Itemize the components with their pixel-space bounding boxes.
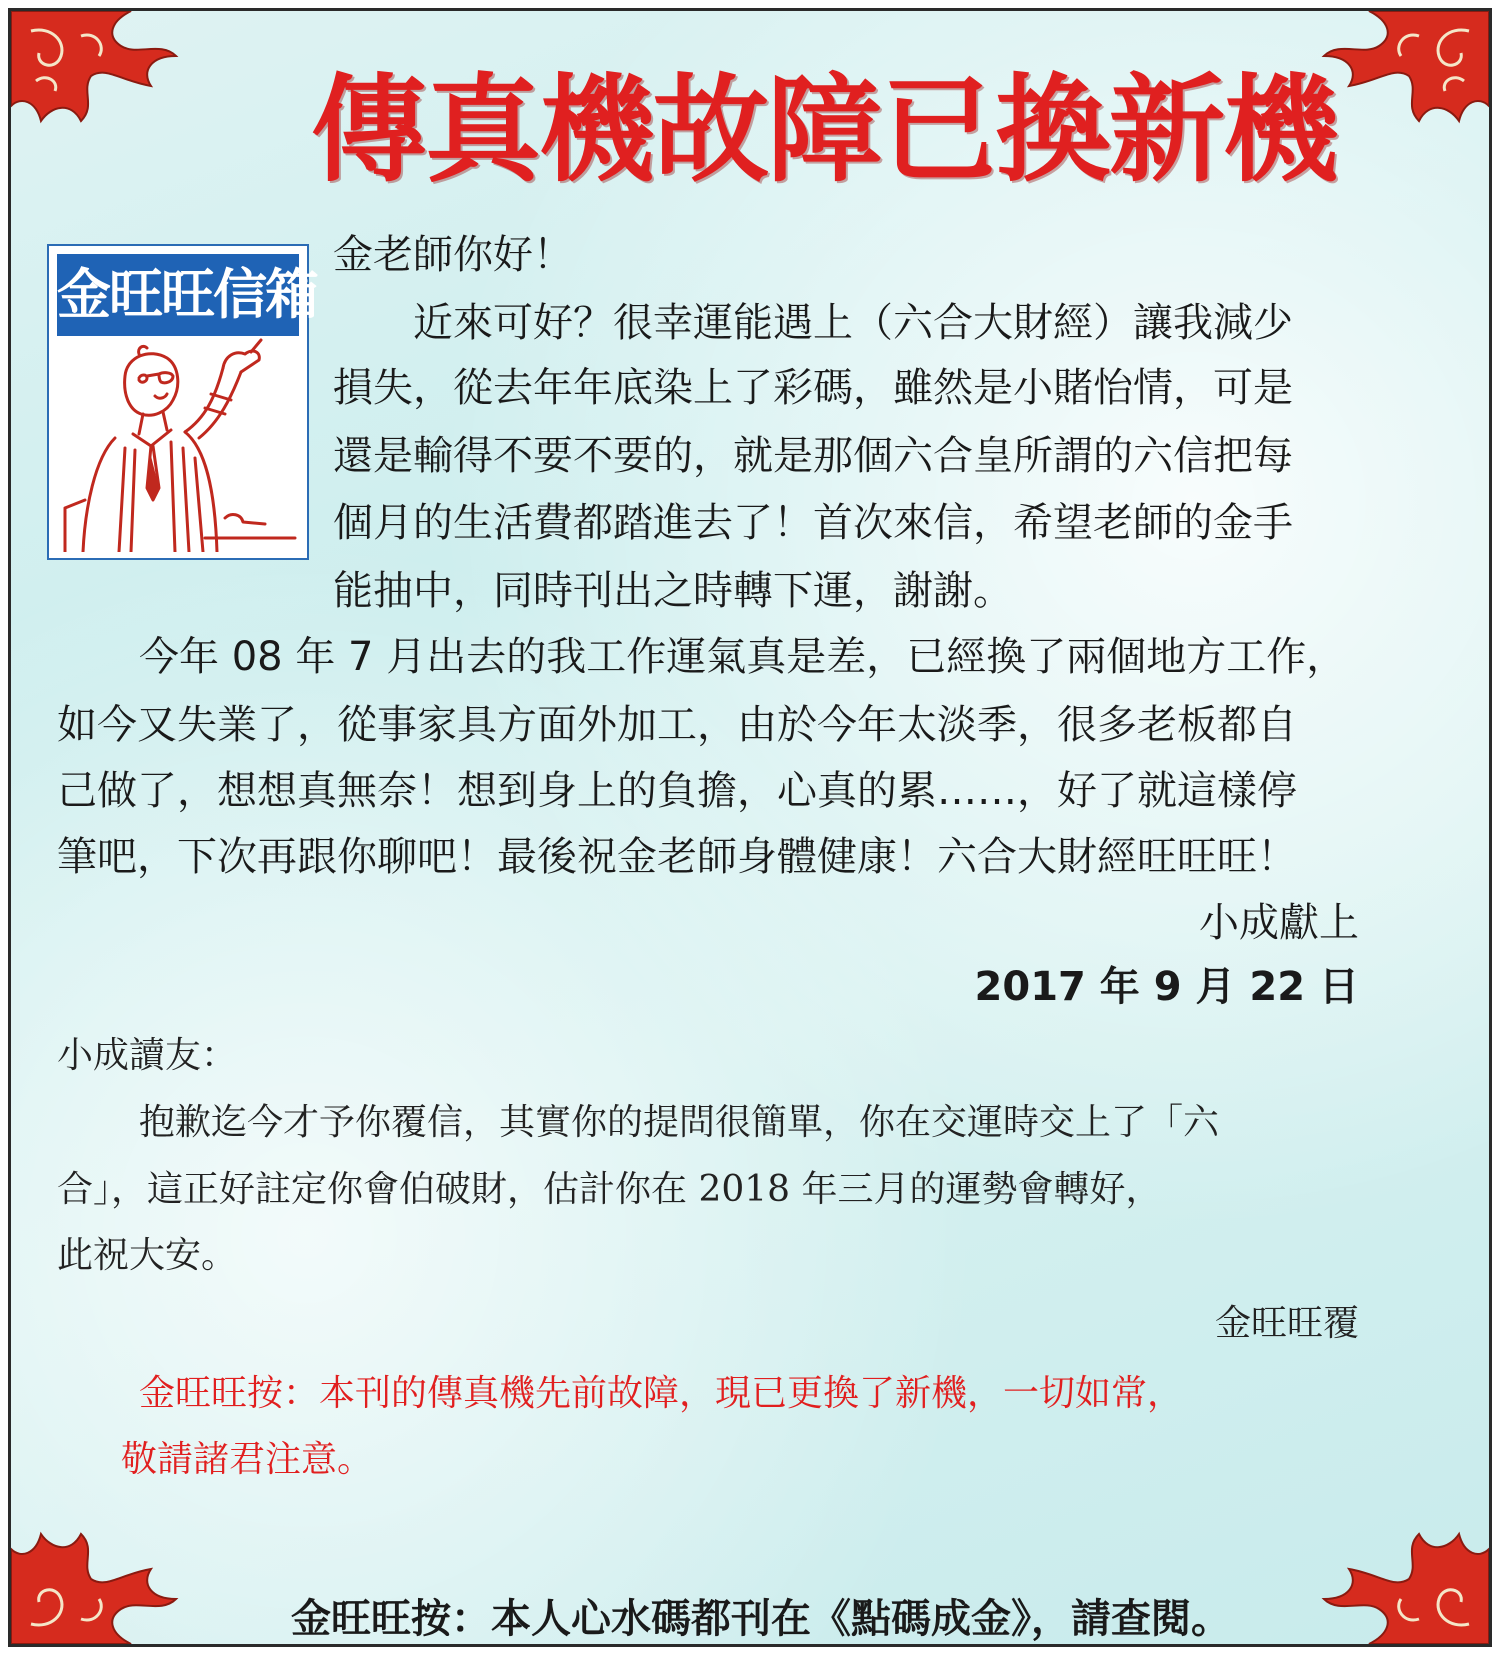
reply-salutation: 小成讀友：	[57, 1035, 238, 1076]
page-frame	[8, 8, 1492, 1647]
letter-line: 如今又失業了，從事家具方面外加工，由於今年太淡季，很多老板都自	[57, 702, 1297, 748]
letter-date: 2017 年 9 月 22 日	[974, 964, 1359, 1010]
letter-line: 個月的生活費都踏進去了！首次來信，希望老師的金手	[333, 500, 1293, 546]
notice-line: 敬請諸君注意。	[121, 1439, 374, 1480]
column-badge	[47, 244, 317, 560]
letter-line: 能抽中，同時刊出之時轉下運，謝謝。	[333, 568, 1013, 614]
reply-line: 合」，這正好註定你會伯破財，估計你在 2018 年三月的運勢會轉好，	[57, 1169, 1162, 1210]
notice-line: 金旺旺按：本刊的傳真機先前故障，現已更換了新機，一切如常，	[139, 1373, 1184, 1414]
corner-ornament-bottom-left	[11, 1524, 191, 1644]
letter-signature: 小成獻上	[1199, 900, 1359, 946]
corner-ornament-top-left	[11, 11, 191, 131]
letter-greeting: 金老師你好！	[333, 232, 573, 278]
column-label: 金旺旺信箱	[57, 254, 299, 336]
letter-line: 損失，從去年年底染上了彩碼，雖然是小賭怡情，可是	[333, 365, 1293, 411]
letter-line: 己做了，想想真無奈！想到身上的負擔，心真的累……，好了就這樣停	[57, 768, 1297, 814]
footer-note: 金旺旺按：本人心水碼都刊在《點碼成金》，請查閱。	[291, 1596, 1231, 1642]
letter-line: 近來可好？很幸運能遇上（六合大財經）讓我減少	[413, 300, 1293, 346]
reply-line: 抱歉迄今才予你覆信，其實你的提問很簡單，你在交運時交上了「六	[139, 1102, 1220, 1143]
reply-signature: 金旺旺覆	[1214, 1303, 1359, 1344]
page-title: 傳真機故障已換新機	[311, 63, 1337, 198]
reply-line: 此祝大安。	[57, 1235, 238, 1276]
teacher-illustration	[55, 338, 301, 552]
letter-line: 筆吧，下次再跟你聊吧！最後祝金老師身體健康！六合大財經旺旺旺！	[57, 834, 1297, 880]
letter-line: 還是輸得不要不要的，就是那個六合皇所謂的六信把每	[333, 433, 1293, 479]
corner-ornament-bottom-right	[1309, 1524, 1489, 1644]
letter-line: 今年 08 年 7 月出去的我工作運氣真是差，已經換了兩個地方工作，	[139, 634, 1347, 680]
